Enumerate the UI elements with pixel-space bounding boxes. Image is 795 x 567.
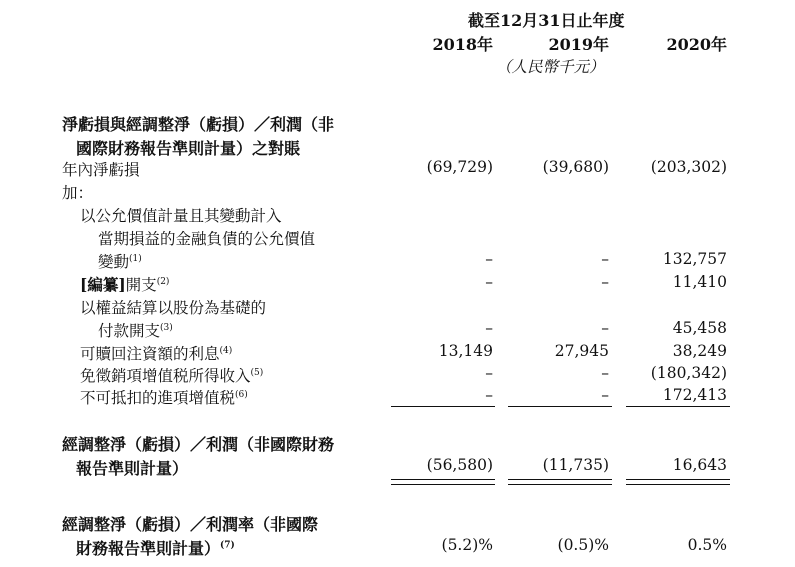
vat-input-2020: 172,413: [662, 386, 727, 404]
total-double-rule-2019: [508, 479, 612, 485]
redacted-expense-2020: 11,410: [672, 273, 727, 291]
vat-input-label: 不可抵扣的進項增值税$^{(6)}$: [80, 389, 248, 407]
interest-2019: 27,945: [554, 342, 609, 360]
adjusted-margin-2018: (5.2)%: [441, 536, 493, 554]
fv-change-2020: 132,757: [662, 250, 727, 268]
adjusted-margin-2020: 0.5%: [687, 536, 727, 554]
fv-change-2019: –: [601, 250, 609, 268]
reconciliation-title-line1: 淨虧損與經調整淨（虧損）／利潤（非: [62, 115, 335, 134]
net-loss-2019: (39,680): [542, 158, 609, 176]
sbc-2020: 45,458: [672, 319, 727, 337]
note-ref: (1): [129, 253, 142, 264]
year-2018-header: 2018年: [432, 35, 493, 54]
period-header: 截至12月31日止年度: [468, 11, 625, 30]
redacted-expense-label: [編纂]開支$^{(2)}$: [80, 275, 170, 294]
vat-input-2018: –: [485, 386, 493, 404]
year-2019-header: 2019年: [548, 35, 609, 54]
sbc-2018: –: [485, 319, 493, 337]
vat-income-2020: (180,342): [650, 364, 727, 382]
fv-change-label-line2: 當期損益的金融負債的公允價值: [98, 230, 316, 248]
sbc-2019: –: [601, 319, 609, 337]
note-ref: (4): [219, 345, 233, 356]
interest-label: 可贖回注資額的利息$^{(4)}$: [80, 345, 233, 363]
year-2020-header: 2020年: [666, 35, 727, 54]
redacted-expense-2019: –: [601, 273, 609, 291]
vat-income-2018: –: [485, 364, 493, 382]
adjusted-net-2020: 16,643: [672, 456, 727, 474]
vat-income-label: 免徵銷項增值税所得收入$^{(5)}$: [80, 367, 264, 385]
subtotal-rule-2020: [626, 406, 730, 407]
add-label: 加：: [62, 184, 94, 202]
fv-change-2018: –: [485, 250, 493, 268]
adjusted-net-2019: (11,735): [542, 456, 609, 474]
note-ref: (2): [156, 276, 170, 287]
fv-change-label-line1: 以公允價值計量且其變動計入: [80, 207, 282, 225]
adjusted-net-label-line1: 經調整淨（虧損）／利潤（非國際財務: [62, 435, 335, 454]
reconciliation-title-line2: 國際財務報告準則計量）之對賬: [76, 139, 301, 158]
interest-2018: 13,149: [438, 342, 493, 360]
adjusted-margin-2019: (0.5)%: [557, 536, 609, 554]
note-ref: (3): [160, 322, 173, 333]
vat-income-2019: –: [601, 364, 609, 382]
subtotal-rule-2019: [508, 406, 612, 407]
note-ref: (5): [250, 367, 264, 378]
net-loss-2020: (203,302): [650, 158, 727, 176]
redacted-expense-2018: –: [485, 273, 493, 291]
adjusted-margin-label-line1: 經調整淨（虧損）／利潤率（非國際: [62, 515, 319, 534]
subtotal-rule-2018: [391, 406, 495, 407]
total-double-rule-2018: [391, 479, 495, 485]
note-ref: (7): [220, 540, 235, 551]
adjusted-net-2018: (56,580): [426, 456, 493, 474]
adjusted-net-label-line2: 報告準則計量）: [76, 459, 189, 478]
sbc-label-line1: 以權益結算以股份為基礎的: [80, 299, 267, 317]
net-loss-2018: (69,729): [426, 158, 493, 176]
note-ref: (6): [235, 389, 248, 400]
adjusted-margin-label-line2: 財務報告準則計量）$^{(7)}$: [76, 539, 235, 558]
net-loss-label: 年內淨虧損: [62, 161, 140, 179]
total-double-rule-2020: [626, 479, 730, 485]
sbc-label-line2: 付款開支$^{(3)}$: [98, 322, 173, 340]
interest-2020: 38,249: [672, 342, 727, 360]
fv-change-label-line3: 變動$^{(1)}$: [98, 253, 142, 271]
unit-label: （人民幣千元）: [496, 58, 605, 76]
vat-input-2019: –: [601, 386, 609, 404]
